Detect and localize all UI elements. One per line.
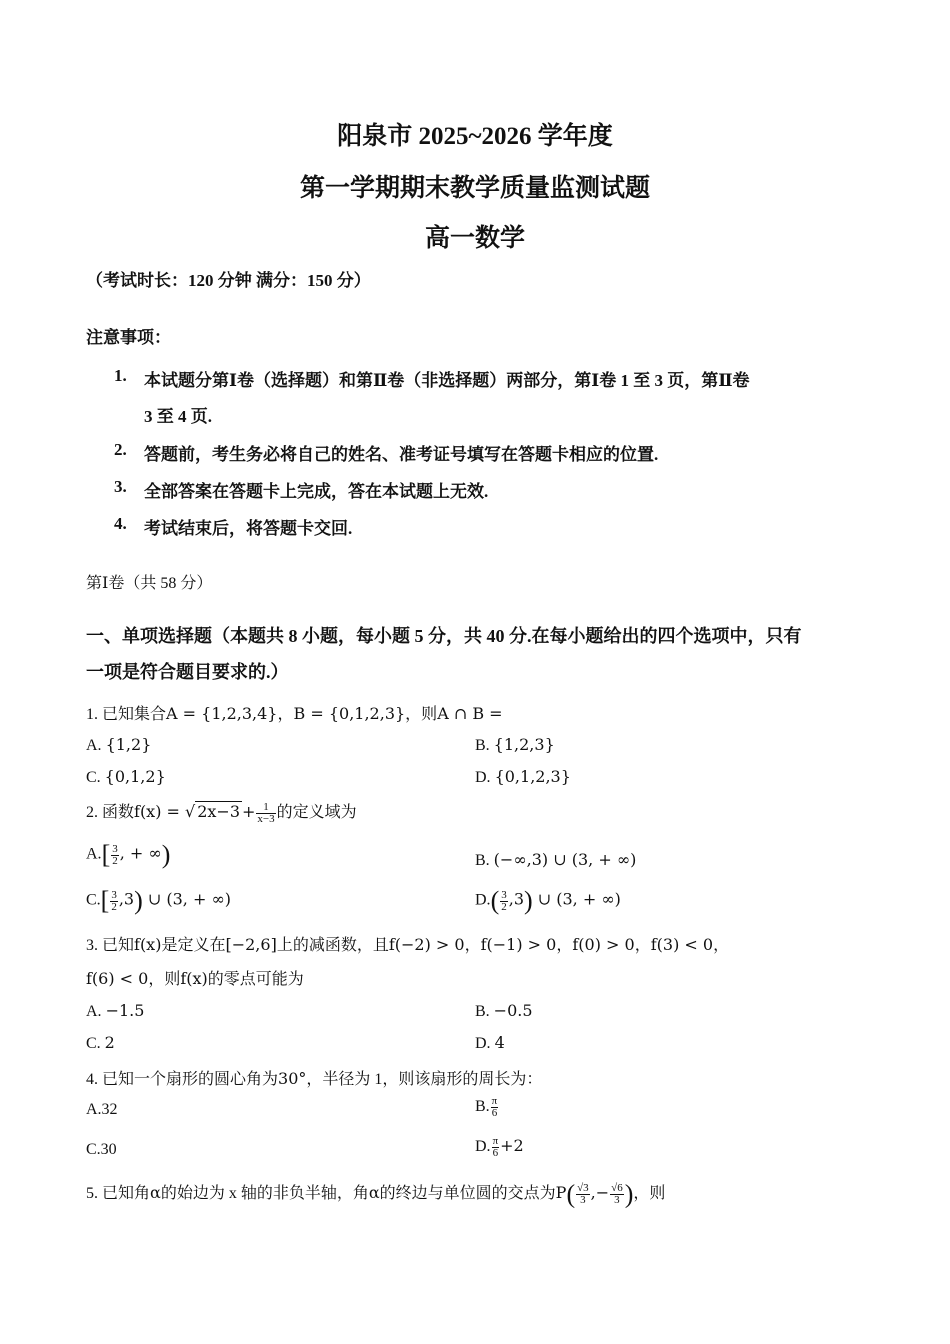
q2-option-d-mid: ,3 xyxy=(508,889,524,909)
q4-option-a: A.32 xyxy=(86,1101,118,1118)
q4-option-d-numerator: π xyxy=(492,1135,499,1147)
q3-option-b-value: −0.5 xyxy=(493,1001,533,1020)
q3-text-a: 3. 已知 xyxy=(86,937,135,954)
q2-option-a-rest: , + ∞ xyxy=(119,843,162,863)
q2-option-c-mid: ,3 xyxy=(118,889,135,909)
notice-item-2-number: 2. xyxy=(114,440,127,459)
q4-option-b-label: B. xyxy=(475,1098,490,1116)
q2-option-d-fraction xyxy=(500,890,508,913)
q1-option-d-value: {0,1,2,3} xyxy=(494,767,571,786)
q2-option-a-close: ) xyxy=(161,840,171,869)
q2-option-c xyxy=(86,888,231,914)
q1-text-c: ， xyxy=(277,706,294,723)
question-2-stem xyxy=(86,799,357,825)
exam-title-line1: 阳泉市 2025~2026 学年度 xyxy=(337,123,613,150)
q4-option-b-numerator: π xyxy=(491,1095,498,1107)
q5-point-label: P xyxy=(555,1183,567,1202)
q2-fraction-denominator: x−3 xyxy=(257,812,275,825)
q2-option-d-close: ) xyxy=(524,886,533,915)
notice-item-1-continued: 3 至 4 页. xyxy=(144,407,212,426)
q4-angle: 30° xyxy=(278,1069,307,1088)
q4-option-d-rest: +2 xyxy=(500,1136,524,1156)
q4-option-d-fraction xyxy=(492,1136,500,1159)
q5-alpha-2: α xyxy=(368,1183,380,1202)
q2-option-a xyxy=(86,842,170,868)
q3-condition-5: f(6) < 0 xyxy=(86,969,149,988)
notice-title: 注意事项： xyxy=(86,328,171,347)
q1-option-c-label: C. xyxy=(86,769,101,786)
q2-option-a-numerator: 3 xyxy=(112,842,118,855)
q2-radicand: 2x−3 xyxy=(197,802,241,821)
q5-text-b: 的始边为 x 轴的非负半轴，角 xyxy=(160,1185,369,1202)
q5-open-paren: ( xyxy=(566,1179,576,1209)
q2-function: f(x) = √ xyxy=(134,802,196,821)
q4-option-d-label: D. xyxy=(475,1138,491,1156)
q3-separator-1: ， xyxy=(464,937,481,954)
q5-text-a: 5. 已知角 xyxy=(86,1185,151,1202)
section1-title-line1: 一、单项选择题（本题共 8 小题，每小题 5 分，共 40 分.在每小题给出的四个选项中，只有 xyxy=(86,626,802,646)
q5-text-c: 的终边与单位圆的交点为 xyxy=(379,1185,556,1202)
part1-label: 第Ⅰ卷（共 58 分） xyxy=(86,575,213,592)
q5-close-paren: ) xyxy=(624,1179,634,1209)
q2-option-c-open: [ xyxy=(100,886,110,915)
q2-fraction-numerator: 1 xyxy=(263,800,269,813)
q5-y-denominator: 3 xyxy=(610,1194,624,1206)
q3-option-c xyxy=(86,1033,115,1053)
notice-item-2: 答题前，考生务必将自己的姓名、准考证号填写在答题卡相应的位置. xyxy=(144,445,659,464)
notice-item-4: 考试结束后，将答题卡交回. xyxy=(144,519,353,538)
q3-option-a-label: A. xyxy=(86,1003,102,1020)
q3-condition-3: f(0) > 0 xyxy=(572,935,635,954)
q2-option-d-numerator: 3 xyxy=(501,888,507,901)
notice-item-3: 全部答案在答题卡上完成，答在本试题上无效. xyxy=(144,482,489,501)
q3-separator-2: ， xyxy=(556,937,573,954)
q5-y-numerator: √6 xyxy=(611,1181,623,1194)
q4-option-b xyxy=(475,1096,499,1119)
q5-x-denominator: 3 xyxy=(576,1194,590,1206)
notice-item-1-number: 1. xyxy=(114,366,127,385)
q3-text-c: 上的减函数，且 xyxy=(276,937,389,954)
q3-option-b xyxy=(475,1001,533,1021)
q5-text-d: ，则 xyxy=(633,1185,666,1202)
question-1-stem xyxy=(86,701,503,724)
q3-function-1: f(x) xyxy=(134,935,162,954)
q3-option-d-value: 4 xyxy=(494,1033,505,1052)
q1-set-a: A = {1,2,3,4} xyxy=(166,704,278,723)
q5-alpha-1: α xyxy=(150,1183,161,1202)
q2-fraction xyxy=(256,802,275,825)
q2-option-c-numerator: 3 xyxy=(111,888,117,901)
q3-option-a-value: −1.5 xyxy=(105,1001,145,1020)
q4-option-b-denominator: 6 xyxy=(491,1107,498,1119)
q5-y-fraction xyxy=(610,1183,624,1206)
q3-text-d: ，则 xyxy=(148,971,181,988)
q2-option-b xyxy=(475,850,636,870)
q4-option-c: C.30 xyxy=(86,1141,117,1158)
q1-option-a-label: A. xyxy=(86,737,102,754)
q2-option-c-denominator: 2 xyxy=(111,900,117,913)
q1-option-c-value: {0,1,2} xyxy=(104,767,166,786)
q3-text-e: 的零点可能为 xyxy=(207,971,304,988)
q1-text-e: ，则 xyxy=(405,706,438,723)
q3-condition-1: f(−2) > 0 xyxy=(388,935,465,954)
notice-item-4-number: 4. xyxy=(114,514,127,533)
q2-option-d-open: ( xyxy=(490,886,500,915)
q2-option-c-fraction xyxy=(110,890,118,913)
q3-option-c-value: 2 xyxy=(104,1033,115,1052)
q3-interval: [−2,6] xyxy=(225,935,277,954)
q2-option-a-label: A. xyxy=(86,845,102,863)
notice-item-1: 本试题分第Ⅰ卷（选择题）和第Ⅱ卷（非选择题）两部分，第Ⅰ卷 1 至 3 页，第Ⅱ卷 xyxy=(144,371,750,390)
q2-option-c-label: C. xyxy=(86,891,101,909)
q2-text-b: 的定义域为 xyxy=(276,804,357,821)
q2-option-c-rest: ∪ (3, + ∞) xyxy=(142,889,232,909)
q1-option-b xyxy=(475,735,555,755)
q1-option-c xyxy=(86,767,166,787)
q1-option-d-label: D. xyxy=(475,769,491,786)
q1-set-b: B = {0,1,2,3} xyxy=(293,704,406,723)
q2-option-d-label: D. xyxy=(475,891,491,909)
q5-comma-minus: ,− xyxy=(590,1183,610,1202)
q3-condition-2: f(−1) > 0 xyxy=(480,935,557,954)
q2-option-d-denominator: 2 xyxy=(501,900,507,913)
q4-text-b: ，半径为 1，则该扇形的周长为： xyxy=(306,1071,543,1088)
q1-option-d xyxy=(475,767,571,787)
q1-option-b-value: {1,2,3} xyxy=(493,735,555,754)
exam-info: （考试时长：120 分钟 满分：150 分） xyxy=(86,271,371,290)
q2-option-d xyxy=(475,888,621,914)
q1-intersection: A ∩ B = xyxy=(437,704,503,723)
q2-option-b-label: B. xyxy=(475,852,490,869)
q3-text-b: 是定义在 xyxy=(161,937,226,954)
q3-option-d xyxy=(475,1033,505,1053)
q2-plus: + xyxy=(242,802,256,821)
q1-text-a: 1. 已知集合 xyxy=(86,706,167,723)
question-4-stem xyxy=(86,1066,542,1089)
q2-option-a-denominator: 2 xyxy=(112,854,118,867)
q3-separator-4: ， xyxy=(713,937,730,954)
exam-title-line2: 第一学期期末教学质量监测试题 xyxy=(299,175,650,202)
question-3-stem-line2 xyxy=(86,966,304,989)
q3-option-c-label: C. xyxy=(86,1035,101,1052)
question-3-stem-line1 xyxy=(86,932,729,955)
q3-condition-4: f(3) < 0 xyxy=(650,935,714,954)
q4-option-b-fraction xyxy=(491,1096,499,1119)
q3-option-a xyxy=(86,1001,144,1021)
q2-option-d-rest: ∪ (3, + ∞) xyxy=(532,889,621,909)
q2-option-a-fraction xyxy=(111,844,119,867)
q4-option-d xyxy=(475,1136,524,1159)
exam-subject-title: 高一数学 xyxy=(424,225,525,252)
notice-item-3-number: 3. xyxy=(114,477,127,496)
q3-function-2: f(x) xyxy=(180,969,208,988)
q2-text-a: 2. 函数 xyxy=(86,804,135,821)
q2-option-b-value: (−∞,3) ∪ (3, + ∞) xyxy=(493,850,637,869)
q3-option-b-label: B. xyxy=(475,1003,490,1020)
q2-option-a-open: [ xyxy=(101,840,111,869)
q4-text-a: 4. 已知一个扇形的圆心角为 xyxy=(86,1071,279,1088)
q5-x-fraction xyxy=(576,1183,590,1206)
question-5-stem xyxy=(86,1180,665,1207)
q3-separator-3: ， xyxy=(634,937,651,954)
q1-option-b-label: B. xyxy=(475,737,490,754)
q4-option-d-denominator: 6 xyxy=(492,1147,499,1159)
q2-option-c-close: ) xyxy=(134,886,143,915)
section1-title-line2: 一项是符合题目要求的.） xyxy=(86,662,289,682)
q5-x-numerator: √3 xyxy=(577,1181,589,1194)
q1-option-a-value: {1,2} xyxy=(105,735,152,754)
q3-option-d-label: D. xyxy=(475,1035,491,1052)
q1-option-a xyxy=(86,735,151,755)
